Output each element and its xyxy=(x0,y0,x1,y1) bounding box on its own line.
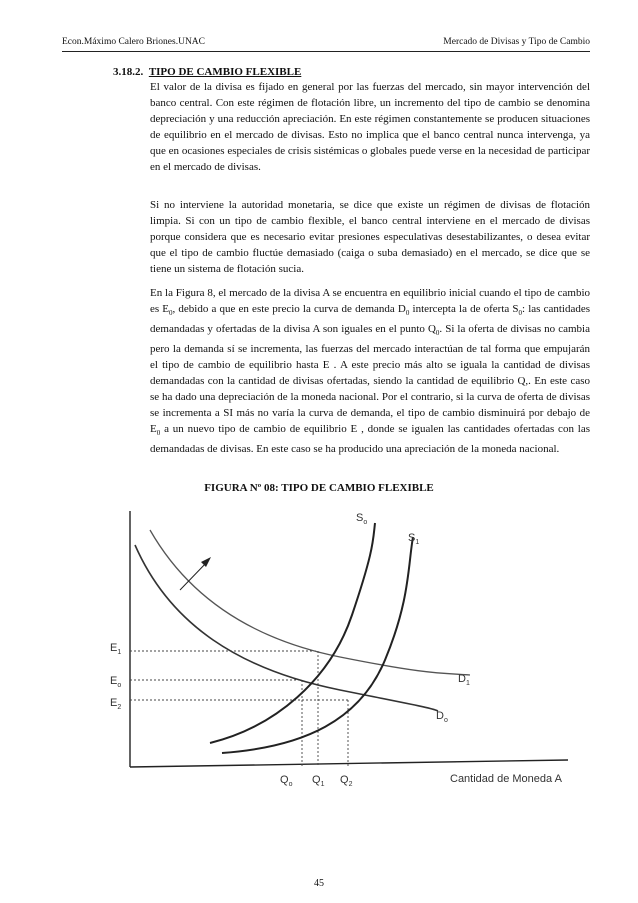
supply-demand-diagram xyxy=(90,505,610,805)
p3-f: a un nuevo tipo de cambio de equilibrio E , donde se igualen las cantidades ofertadas con las demandadas de divisas. En este caso se ha producido una apreciación de la moneda nacional. xyxy=(150,422,590,455)
section-number: 3.18.2. xyxy=(113,66,144,78)
p3-c-sub: 0 xyxy=(518,309,523,318)
figure-8 xyxy=(90,505,610,805)
header-chapter: Mercado de Divisas y Tipo de Cambio xyxy=(443,37,590,47)
paragraph-2-text: Si no interviene la autoridad monetaria, se dice que existe un régimen de divisas de flotación limpia. Si con un tipo de cambio flexible, el banco central interviene en el mercado de divisas porque considera que es necesario evitar presiones especulativas desestabilizantes, o desea evitar que el tipo de cambio fluctúe demasiado (caiga o suba demasiado) en el mercado, se dice que se tiene un sistema de flotación sucia. xyxy=(150,199,590,275)
paragraph-1 xyxy=(150,80,590,175)
label-s0: $S_o$ xyxy=(356,512,368,526)
shift-arrow-head xyxy=(201,557,211,567)
paragraph-2 xyxy=(150,198,590,278)
section-heading xyxy=(113,66,301,78)
paragraph-1-text: El valor de la divisa es fijado en general por las fuerzas del mercado, sin mayor intervención del banco central. Con este régimen de flotación libre, un incremento del tipo de cambio se denomina depreciación y una reducción apreciación. En este régimen constantemente se producen situaciones de equilibrio en el mercado de divisas. Esto no implica que el banco central nunca intervenga, ya que en ocasiones especiales de crisis sistémicas o globales puede verse en la necesidad de participar en el mercado de divisas. xyxy=(150,81,590,173)
label-d1: $D_1$ xyxy=(458,673,470,687)
section-title: TIPO DE CAMBIO FLEXIBLE xyxy=(148,66,302,78)
page-header xyxy=(62,37,590,52)
supply-curve-s1 xyxy=(222,537,413,753)
label-q2: $Q_2$ xyxy=(340,774,353,788)
demand-curve-d1 xyxy=(150,530,470,675)
label-e0: $E_o$ xyxy=(110,675,122,689)
figure-title: FIGURA Nº 08: TIPO DE CAMBIO FLEXIBLE xyxy=(204,482,434,494)
paragraph-3 xyxy=(150,286,590,458)
p3-e-sub: 0 xyxy=(156,428,161,437)
p3-d: : las cantidades demandadas y ofertadas de la divisa A son iguales en el punto Q xyxy=(150,302,590,335)
p3-a: En la Figura 8, el mercado de la divisa A se encuentra en equilibrio inicial cuando el tipo de cambio es E xyxy=(150,287,590,315)
label-q1: $Q_1$ xyxy=(312,774,325,788)
label-q0: $Q_o$ xyxy=(280,774,293,788)
label-d0: $D_o$ xyxy=(436,710,448,724)
label-e2: $E_2$ xyxy=(110,697,122,711)
page-number: 45 xyxy=(314,878,324,889)
p3-d-sub: 0 xyxy=(435,329,440,338)
p3-b: , debido a que en este precio la curva de demanda D xyxy=(172,302,406,315)
p3-e: . Si la oferta de divisas no cambia pero la demanda sí se incrementa, las fuerzas del mercado interactúan de tal forma que empujarán el tipo de cambio de equilibrio hasta E . A este precio más alto se iguala la cantidad de divisas demandadas con la cantidad de divisas ofertadas, siendo la cantidad de equilibrio Q,. En este caso se ha dado una depreciación de la moneda nacional. Por el contrario, si la curva de oferta de divisas se incrementa a SI más no varía la curva de demanda, el tipo de cambio disminuirá por debajo de E xyxy=(150,323,590,435)
x-axis-label: Cantidad de Moneda A xyxy=(450,773,562,785)
demand-curve-d0 xyxy=(135,545,438,711)
paragraph-3-text xyxy=(150,286,590,458)
x-axis xyxy=(130,760,568,767)
header-author: Econ.Máximo Calero Briones.UNAC xyxy=(62,37,206,47)
label-s1: $S_1$ xyxy=(408,532,420,546)
p3-c: intercepta la de oferta S xyxy=(409,302,519,315)
p3-a-sub: 0 xyxy=(169,309,173,318)
label-e1: $E_1$ xyxy=(110,642,122,656)
p3-b-sub: 0 xyxy=(405,309,410,318)
